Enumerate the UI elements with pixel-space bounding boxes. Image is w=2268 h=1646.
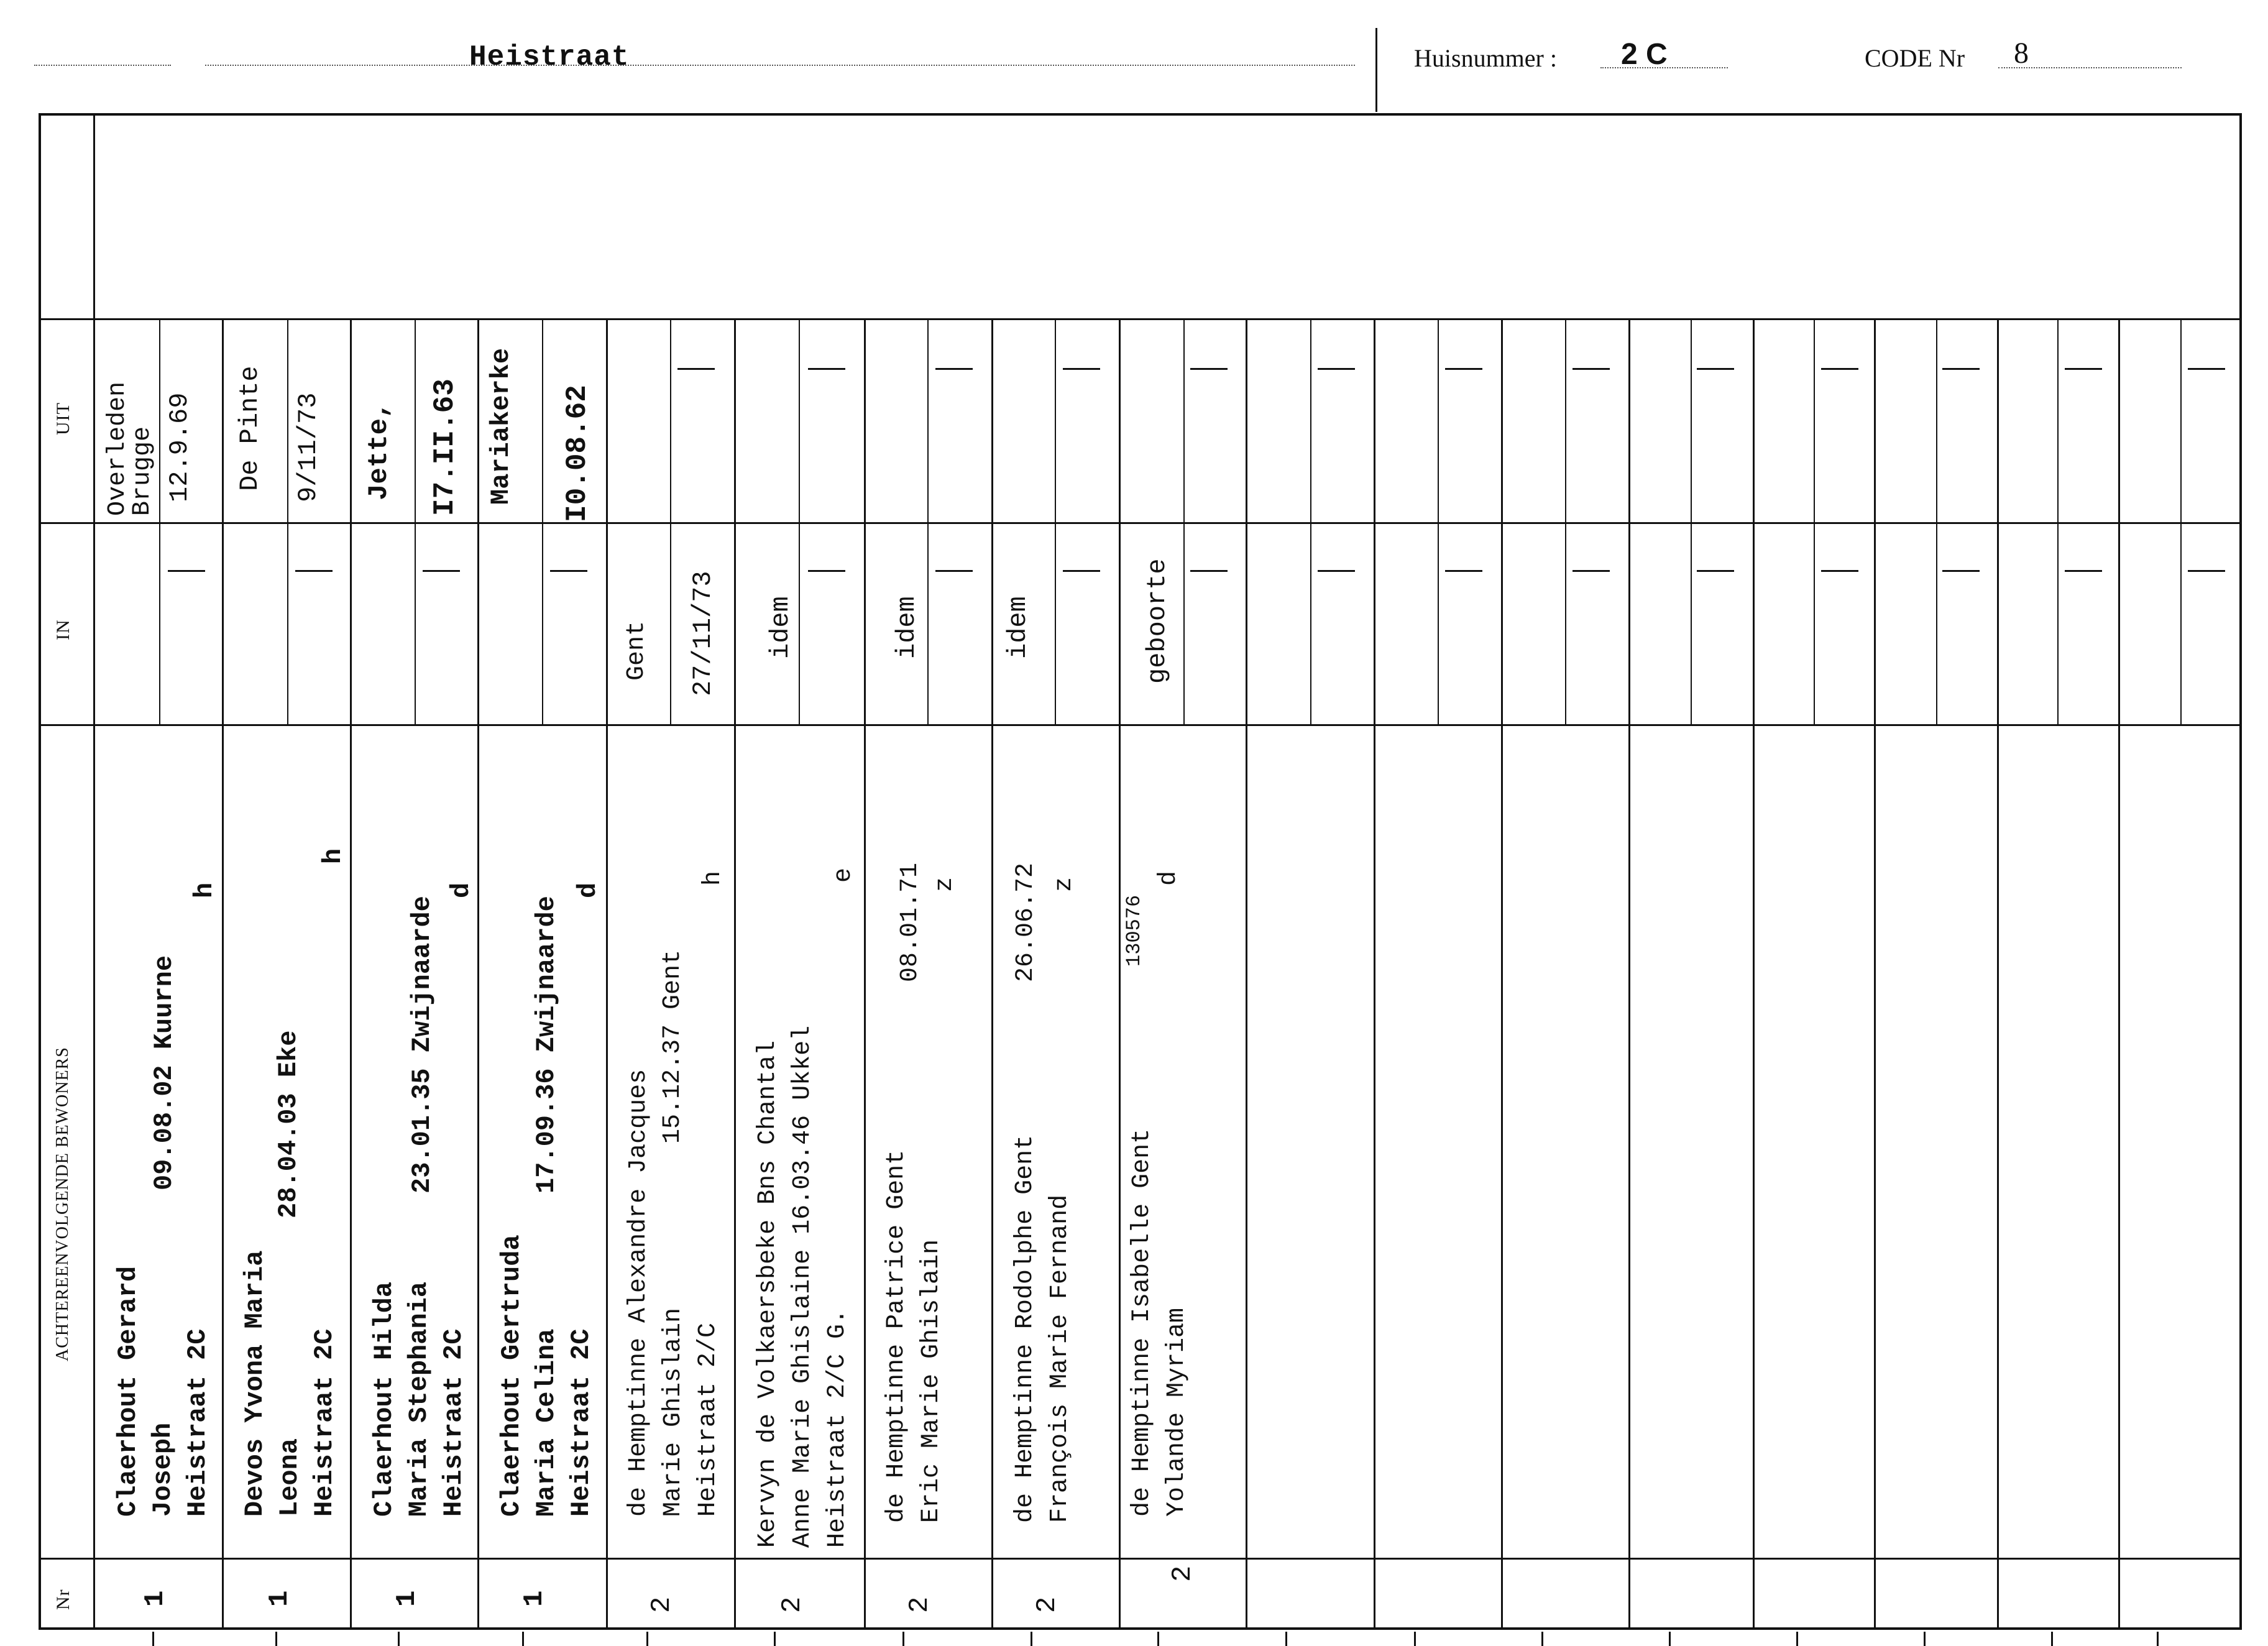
header-divider [1375,28,1377,112]
resident-name: de Hemptinne Alexandre Jacques [625,1069,653,1517]
dotted-line [1600,67,1728,68]
in-residents-divider [39,724,2242,726]
column-divider [222,318,224,1630]
label-column-divider [93,113,95,1630]
resident-given-names: Maria Stephania [404,1281,434,1517]
in-place: idem [766,596,796,659]
empty-dash [2065,570,2102,572]
resident-name-block [494,1234,599,1517]
sub-column-divider [1438,318,1439,724]
resident-birth: 09.08.02 Kuurne [149,955,179,1190]
resident-code: h [699,870,727,886]
resident-code: d [446,882,476,898]
resident-nr: 2 [646,1596,677,1613]
empty-dash [550,570,587,572]
resident-address: Heistraat 2C [183,1328,213,1517]
column-divider [864,318,866,1630]
resident-given-names: Anne Marie Ghislaine 16.03.46 Ukkel [789,1025,817,1548]
column-divider [1628,318,1630,1630]
empty-dash [295,570,333,572]
bottom-tick [1414,1632,1416,1646]
resident-birth: 08.01.71 [896,862,924,982]
column-divider [1246,318,1247,1630]
bottom-tick [646,1632,648,1646]
sub-column-divider [2180,318,2182,724]
resident-name-block [1008,1135,1078,1523]
resident-given-names: Joseph [148,1422,178,1517]
house-number-value: 2 C [1621,38,1668,71]
resident-nr: 1 [392,1590,423,1607]
sub-column-divider [927,318,929,724]
empty-dash [677,368,715,370]
resident-given-names: Yolande Myriam [1163,1307,1191,1517]
column-divider [2118,318,2120,1630]
column-divider [1753,318,1755,1630]
column-divider [1501,318,1503,1630]
empty-dash [2065,368,2102,370]
uit-date: I0.08.62 [561,385,594,522]
resident-nr: 2 [777,1596,808,1613]
bottom-tick [902,1632,904,1646]
uit-in-divider [39,522,2242,524]
empty-dash [808,570,845,572]
resident-nr: 1 [519,1590,550,1607]
column-divider [734,318,736,1630]
empty-dash [808,368,845,370]
bottom-tick [1541,1632,1543,1646]
resident-name: Claerhout Gerard [113,1266,143,1517]
empty-dash [1445,368,1482,370]
uit-place: Jette, [364,402,395,500]
column-divider [1374,318,1375,1630]
uit-date: 9/11/73 [293,392,323,502]
resident-name: Claerhout Hilda [369,1281,399,1517]
resident-address: Heistraat 2C [310,1328,339,1517]
page-header [0,0,2268,112]
in-place: idem [1003,596,1033,659]
column-divider [350,318,352,1630]
sub-column-divider [1055,318,1056,724]
in-place: geboorte [1142,558,1172,684]
empty-dash [1445,570,1482,572]
resident-name-block [111,1266,215,1517]
nr-section-label: Nr [53,1589,73,1610]
sub-column-divider [415,318,416,724]
resident-nr: 1 [140,1590,171,1607]
code-number-value: 8 [2014,37,2029,70]
residents-nr-divider [39,1558,2242,1560]
in-place: Gent [623,620,651,681]
bottom-tick [1796,1632,1798,1646]
sub-column-divider [1565,318,1566,724]
sub-column-divider [799,318,800,724]
empty-dash [1821,368,1858,370]
resident-birth: 130576 [1123,894,1145,967]
resident-given-names: Maria Celina [531,1328,561,1517]
uit-date: 12.9.69 [165,392,195,502]
resident-nr: 2 [904,1596,935,1613]
resident-name: de Hemptinne Patrice Gent [883,1149,911,1523]
resident-name-block [237,1251,342,1517]
sub-column-divider [542,318,543,724]
in-date: 27/11/73 [688,571,718,696]
resident-name: Kervyn de Volkaersbeke Bns Chantal [754,1040,782,1548]
sub-column-divider [287,318,288,724]
resident-birth: 23.01.35 Zwijnaarde [407,896,437,1193]
resident-address: Heistraat 2/C G. [824,1308,852,1548]
resident-address: Heistraat 2C [439,1328,469,1517]
bottom-tick [2051,1632,2053,1646]
residents-section-label: ACHTEREENVOLGENDE BEWONERS [53,1047,72,1361]
bottom-tick [275,1632,277,1646]
empty-dash [1318,368,1355,370]
in-place: idem [892,596,922,659]
code-label: CODE Nr [1865,44,1965,72]
resident-given-names: François Marie Fernand [1046,1194,1074,1523]
dotted-line [34,65,171,66]
resident-name-block [879,1150,949,1523]
uit-place: Mariakerke [486,347,516,505]
resident-nr: 1 [264,1590,295,1607]
sub-column-divider [1691,318,1692,724]
resident-birth: 15.12.37 Gent [659,949,687,1144]
house-number-label: Huisnummer : [1414,44,1557,72]
resident-code: e [830,867,858,883]
sub-column-divider [159,318,160,724]
bottom-tick [1285,1632,1287,1646]
bottom-tick [1669,1632,1671,1646]
resident-name-block [751,1026,855,1548]
sub-column-divider [670,318,671,724]
in-section-label: IN [53,619,73,640]
resident-code: h [190,882,219,898]
empty-dash [935,570,973,572]
resident-name: Devos Yvona Maria [240,1250,270,1517]
empty-dash [935,368,973,370]
resident-given-names: Leona [275,1438,305,1517]
sub-column-divider [1183,318,1185,724]
column-divider [1874,318,1876,1630]
bottom-tick [2157,1632,2159,1646]
empty-dash [1572,368,1610,370]
empty-dash [1318,570,1355,572]
sub-column-divider [1814,318,1815,724]
bottom-tick [152,1632,154,1646]
uit-top-divider [39,318,2242,320]
resident-name: de Hemptinne Isabelle Gent [1128,1128,1156,1517]
empty-dash [1572,570,1610,572]
resident-name: Claerhout Gertruda [497,1234,526,1517]
resident-code: d [1155,870,1183,886]
empty-dash [1190,368,1228,370]
bottom-tick [774,1632,776,1646]
sub-column-divider [2057,318,2059,724]
resident-given-names: Eric Marie Ghislain [917,1239,945,1523]
empty-dash [2188,570,2225,572]
empty-dash [1063,368,1100,370]
column-divider [477,318,479,1630]
resident-code: z [1050,876,1078,892]
bottom-tick [1031,1632,1032,1646]
resident-birth: 17.09.36 Zwijnaarde [531,896,561,1193]
resident-name-block [1125,1129,1195,1517]
dotted-line [205,65,1355,66]
resident-address: Heistraat 2C [566,1328,596,1517]
bottom-tick [398,1632,400,1646]
uit-section-label: UIT [53,402,73,435]
resident-birth: 26.06.72 [1012,862,1040,982]
resident-birth: 28.04.03 Eke [273,1030,303,1218]
column-divider [606,318,608,1630]
street-name: Heistraat [469,41,630,73]
empty-dash [1190,570,1228,572]
sub-column-divider [1310,318,1311,724]
uit-place: De Pinte [235,366,265,491]
resident-code: h [318,848,348,864]
uit-date: I7.II.63 [429,379,461,516]
bottom-tick [522,1632,524,1646]
dotted-line [1998,67,2182,68]
empty-dash [1942,570,1980,572]
resident-name-block [367,1282,471,1517]
resident-name: de Hemptinne Rodolphe Gent [1011,1134,1039,1523]
bottom-tick [1924,1632,1926,1646]
empty-dash [168,570,205,572]
bottom-tick [1157,1632,1159,1646]
resident-address: Heistraat 2/C [694,1322,722,1517]
column-divider [1119,318,1121,1630]
sub-column-divider [1936,318,1937,724]
empty-dash [423,570,460,572]
empty-dash [1063,570,1100,572]
empty-dash [1942,368,1980,370]
resident-given-names: Marie Ghislain [659,1307,687,1517]
resident-code: d [573,882,603,898]
resident-code: z [931,876,959,892]
column-divider [1997,318,1999,1630]
empty-dash [1821,570,1858,572]
uit-place: Overleden Brugge [104,381,157,516]
column-divider [991,318,993,1630]
resident-nr: 2 [1167,1565,1198,1582]
empty-dash [2188,368,2225,370]
resident-nr: 2 [1032,1596,1063,1613]
empty-dash [1697,368,1734,370]
empty-dash [1697,570,1734,572]
